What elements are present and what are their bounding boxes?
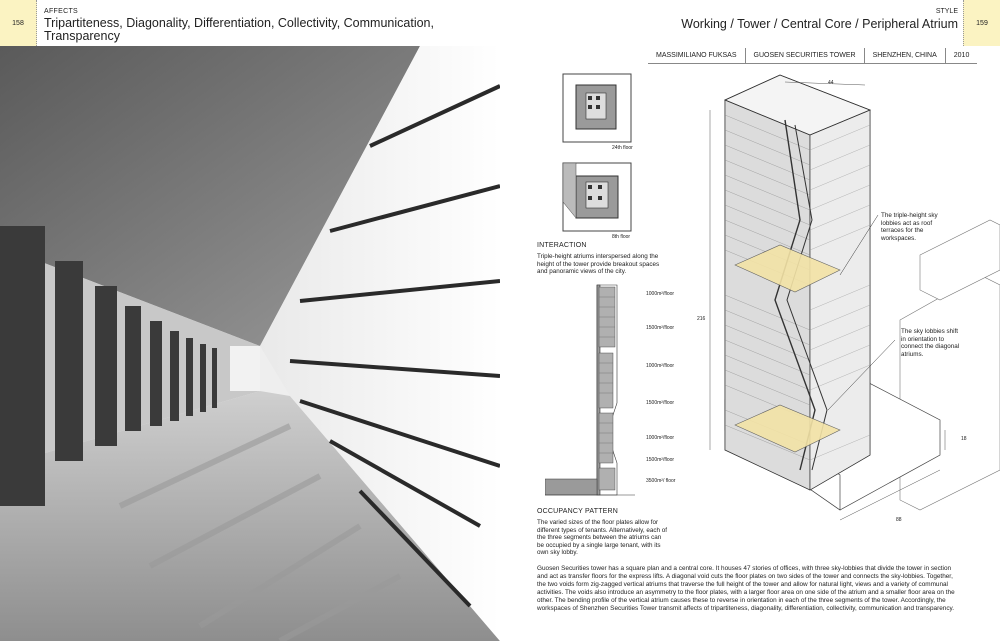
tower-axonometric: [690, 70, 1000, 540]
dim-base-height: 18: [961, 436, 967, 442]
page-header: [0, 0, 1000, 46]
atrium-render: [0, 46, 500, 641]
section-label-6: 1500m²/floor: [646, 457, 675, 463]
section-label-4: 1500m²/floor: [646, 400, 675, 406]
section-label-7: 3500m²/ floor: [646, 478, 676, 484]
architect-name: MASSIMILIANO FUKSAS: [648, 48, 746, 63]
plan-24-label: 24th floor: [612, 145, 633, 151]
plan-8-label: 8th floor: [612, 234, 631, 240]
occupancy-text: The varied sizes of the floor plates allow for different types of tenants. Alternatively, each of the three segments between the atriums can be occupied by a single large tenant, with its own sky lobby.: [537, 519, 667, 556]
style-label: STYLE: [935, 8, 958, 15]
occupancy-heading: OCCUPANCY PATTERN: [537, 508, 619, 515]
section-label-2: 1500m²/floor: [646, 325, 675, 331]
tower-section-diagram: [545, 283, 645, 498]
interaction-text: Triple-height atriums interspersed along the height of the tower provide breakout spaces and panoramic views of the city.: [537, 253, 660, 275]
dim-height: 216: [697, 316, 706, 322]
affects-title: Tripartiteness, Diagonality, Differentiation, Collectivity, Communication, Transparency: [44, 16, 434, 43]
axo-note-1: The triple-height sky lobbies act as roof terraces for the workspaces.: [881, 212, 938, 242]
dim-top: 44: [828, 80, 834, 86]
page-number-right: 159: [963, 0, 1000, 46]
plan-24th-floor: [562, 73, 632, 143]
location: SHENZHEN, CHINA: [865, 48, 946, 63]
interaction-heading: INTERACTION: [537, 242, 587, 249]
body-paragraph: Guosen Securities tower has a square plan and a central core. It houses 47 stories of offices, with three sky-lobbies that divide the tower in section and act as transfer floors for the express lifts. A diagonal void cuts the floor plates on two sides of the tower and connects the sky-lobbies. Together, the two voids form zig-zagged vertical atriums that traverse the full height of the tower and allow for natural light, views and a variety of communal activities. The voids also introduce an asymmetry to the floor plates, with a larger floor area on one side of the atrium and a smaller floor area on the other. The bending profile of the vertical atrium causes these to reverse in orientation in each of the three segments of the tower. Accordingly, the workspaces of Shenzhen Securities Tower transmit affects of tripartiteness, diagonality, differentiation, collectivity, communication and transparency.: [537, 565, 955, 612]
year: 2010: [953, 52, 970, 59]
section-label-3: 1000m²/floor: [646, 363, 675, 369]
atrium-interior-photo: [0, 46, 500, 641]
plan-8th-floor: [562, 162, 632, 232]
page-number-left: 158: [0, 0, 37, 46]
project-meta: [648, 48, 977, 64]
building-name: GUOSEN SECURITIES TOWER: [746, 48, 865, 63]
section-label-1: 1000m²/floor: [646, 291, 675, 297]
section-label-5: 1000m²/floor: [646, 435, 675, 441]
affects-label: AFFECTS: [44, 8, 78, 15]
dim-base-width: 88: [896, 517, 902, 523]
axo-note-2: The sky lobbies shift in orientation to connect the diagonal atriums.: [901, 328, 960, 358]
style-title: Working / Tower / Central Core / Peripheral Atrium: [681, 17, 958, 31]
